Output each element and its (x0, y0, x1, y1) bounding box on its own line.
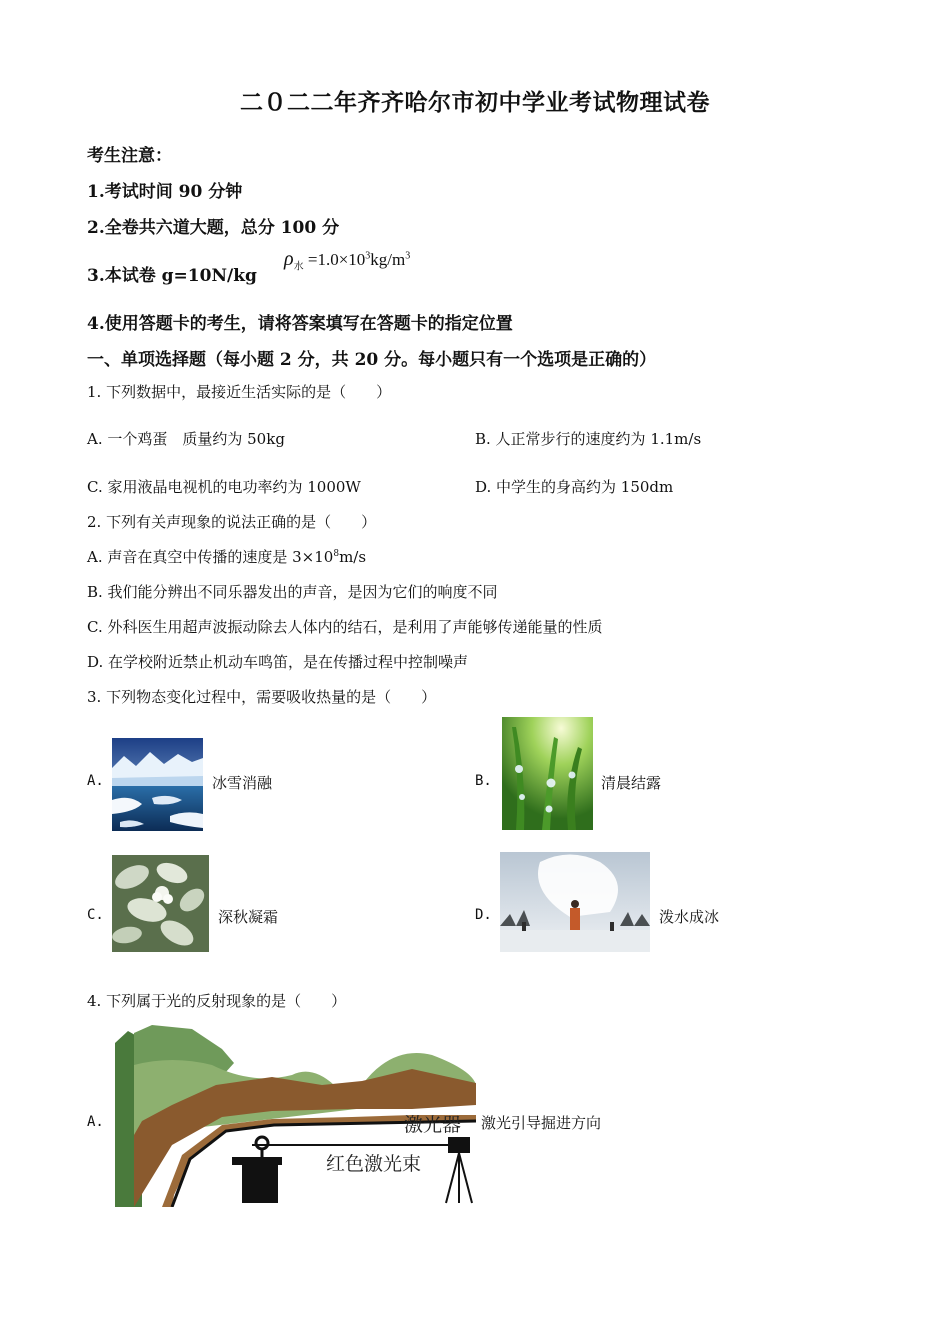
q3-option-d-caption: 泼水成冰 (659, 908, 720, 926)
q1-option-a: A. 一个鸡蛋 质量约为 50kg (87, 430, 285, 448)
laser-device-label: 激光器 (404, 1114, 462, 1136)
q3-option-c-caption: 深秋凝霜 (218, 908, 279, 926)
laser-beam-label: 红色激光束 (326, 1153, 422, 1175)
q4-option-a-label: A. (87, 1114, 104, 1130)
q2-option-a (87, 546, 366, 567)
q2-option-d: D. 在学校附近禁止机动车鸣笛，是在传播过程中控制噪声 (87, 653, 469, 671)
q3-option-d-label: D. (475, 907, 492, 923)
q3-option-a-caption: 冰雪消融 (212, 774, 273, 792)
water-freezing-photo (500, 852, 650, 952)
page-title: 二０二二年齐齐哈尔市初中学业考试物理试卷 (240, 89, 710, 116)
formula-unit-exponent: 3 (405, 250, 411, 262)
laser-tunnel-diagram (112, 1025, 477, 1207)
ice-melting-photo (112, 738, 203, 831)
rho-symbol: ρ (284, 248, 294, 270)
q2-option-a-text: A. 声音在真空中传播的速度是 3×10 (87, 548, 334, 566)
formula-subscript: 水 (293, 261, 304, 273)
notice-item-3: 3.本试卷 g=10N/kg (87, 266, 257, 286)
q1-option-b: B. 人正常步行的速度约为 1.1m/s (475, 430, 702, 448)
q2-option-c: C. 外科医生用超声波振动除去人体内的结石，是利用了声能够传递能量的性质 (87, 618, 603, 636)
q1-option-d: D. 中学生的身高约为 150dm (475, 478, 674, 496)
frost-photo (112, 855, 209, 952)
q3-option-c-label: C. (87, 907, 104, 923)
section-heading: 一、单项选择题（每小题 2 分，共 20 分。每小题只有一个选项是正确的） (87, 350, 657, 370)
q1-stem: 1. 下列数据中，最接近生活实际的是（ ） (87, 383, 392, 401)
notice-item-4: 4.使用答题卡的考生，请将答案填写在答题卡的指定位置 (87, 314, 513, 334)
q2-stem: 2. 下列有关声现象的说法正确的是（ ） (87, 513, 377, 531)
formula-equation: =1.0×10 (307, 250, 366, 269)
water-density-formula (284, 248, 410, 272)
q4-option-a-caption: 激光引导掘进方向 (481, 1114, 602, 1132)
dew-photo (502, 717, 593, 830)
formula-unit: kg/m (370, 250, 406, 269)
notice-item-1: 1.考试时间 90 分钟 (87, 182, 243, 202)
q2-option-b: B. 我们能分辨出不同乐器发出的声音，是因为它们的响度不同 (87, 583, 498, 601)
q4-stem: 4. 下列属于光的反射现象的是（ ） (87, 992, 347, 1010)
q3-option-a-label: A. (87, 773, 104, 789)
q2-option-a-unit: m/s (339, 548, 367, 566)
q3-option-b-caption: 清晨结露 (601, 774, 662, 792)
formula-exponent: 3 (365, 250, 371, 262)
q3-option-b-label: B. (475, 773, 492, 789)
q3-stem: 3. 下列物态变化过程中，需要吸收热量的是（ ） (87, 688, 437, 706)
notice-item-2: 2.全卷共六道大题，总分 100 分 (87, 218, 340, 238)
q2-option-a-exponent: 8 (333, 549, 340, 559)
q1-option-c: C. 家用液晶电视机的电功率约为 1000W (87, 478, 361, 496)
notice-heading: 考生注意： (87, 146, 172, 166)
